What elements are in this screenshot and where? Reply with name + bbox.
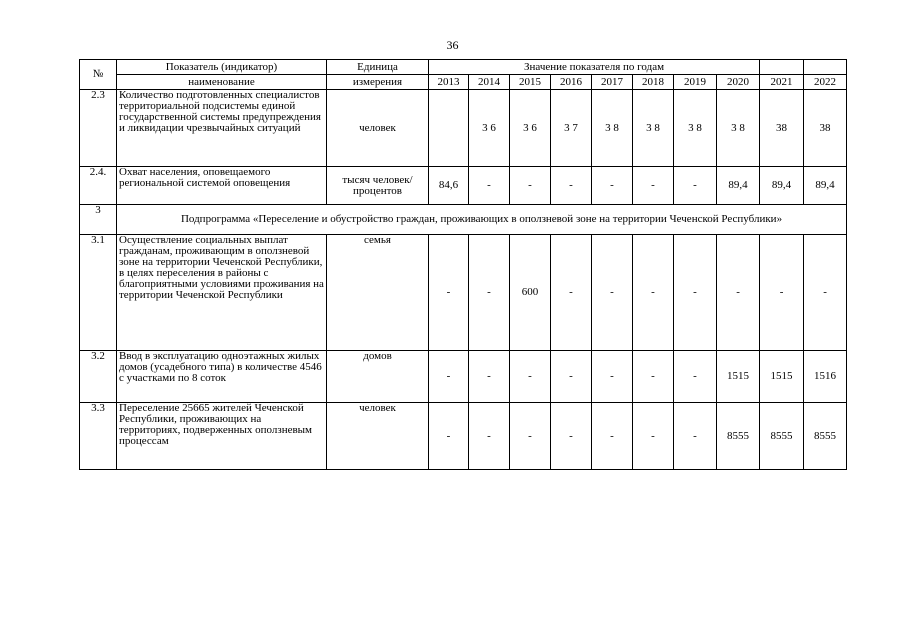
value-cell [429, 90, 469, 167]
table-row [80, 235, 847, 351]
header-unit: Единица [327, 60, 429, 75]
value-cell: - [429, 351, 469, 403]
value-cell: - [592, 351, 633, 403]
indicator-name: Переселение 25665 жителей Чеченской Республики, проживающих на территориях, подверженных оползневым процессам [117, 403, 327, 470]
value-cell: - [760, 235, 804, 351]
header-indicator-sub: наименование [117, 75, 327, 90]
year-header: 2022 [804, 75, 847, 90]
year-header: 2014 [469, 75, 510, 90]
value-cell: - [592, 167, 633, 205]
value-cell: - [510, 351, 551, 403]
value-cell: 1515 [760, 351, 804, 403]
value-cell: 8555 [804, 403, 847, 470]
value-cell: - [633, 403, 674, 470]
value-cell: - [551, 351, 592, 403]
value-cell: 3 6 [469, 90, 510, 167]
value-cell: 3 6 [510, 90, 551, 167]
value-cell: - [633, 235, 674, 351]
value-cell: 3 7 [551, 90, 592, 167]
value-cell: - [804, 235, 847, 351]
value-cell: - [674, 235, 717, 351]
value-cell: 3 8 [633, 90, 674, 167]
row-number: 3.3 [80, 403, 117, 470]
row-number: 2.3 [80, 90, 117, 167]
value-cell: 89,4 [717, 167, 760, 205]
value-cell: - [592, 235, 633, 351]
subprogram-row [80, 205, 847, 235]
unit-cell: человек [327, 403, 429, 470]
value-cell: - [674, 351, 717, 403]
row-number: 3.1 [80, 235, 117, 351]
page-number: 36 [446, 38, 459, 52]
unit-cell: человек [327, 90, 429, 167]
value-cell: 8555 [760, 403, 804, 470]
subprogram-number: 3 [80, 205, 117, 235]
value-cell: - [469, 403, 510, 470]
year-header: 2013 [429, 75, 469, 90]
header-indicator: Показатель (индикатор) [117, 60, 327, 75]
value-cell: 38 [804, 90, 847, 167]
value-cell: 3 8 [592, 90, 633, 167]
value-cell: - [551, 403, 592, 470]
unit-cell: тысяч человек/ процентов [327, 167, 429, 205]
table-row [80, 351, 847, 403]
indicator-name: Количество подготовленных специалистов территориальной подсистемы единой государственной системы предупреждения и ликвидации чрезвычайных ситуаций [117, 90, 327, 167]
value-cell: 3 8 [674, 90, 717, 167]
indicator-name: Осуществление социальных выплат гражданам, проживающим в оползневой зоне на территории Чеченской Республики, в целях переселения в районы с благоприятными условиями проживания на территории Чеченской Республики [117, 235, 327, 351]
year-header: 2018 [633, 75, 674, 90]
value-cell: 600 [510, 235, 551, 351]
table-row [80, 167, 847, 205]
value-cell: - [674, 167, 717, 205]
value-cell: - [551, 235, 592, 351]
table-row [80, 90, 847, 167]
value-cell: 89,4 [760, 167, 804, 205]
header-row-1 [80, 60, 847, 75]
value-cell: - [717, 235, 760, 351]
header-empty-cell [804, 60, 847, 75]
indicators-table [79, 59, 847, 470]
value-cell: 8555 [717, 403, 760, 470]
unit-cell: семья [327, 235, 429, 351]
value-cell: 1515 [717, 351, 760, 403]
subprogram-title: Подпрограмма «Переселение и обустройство граждан, проживающих в оползневой зоне на территории Чеченской Республики» [117, 205, 847, 235]
value-cell: 84,6 [429, 167, 469, 205]
value-cell: 3 8 [717, 90, 760, 167]
year-header: 2021 [760, 75, 804, 90]
header-no: № [80, 60, 117, 90]
header-row-2 [80, 75, 847, 90]
unit-cell: домов [327, 351, 429, 403]
value-cell: - [469, 167, 510, 205]
value-cell: - [674, 403, 717, 470]
value-cell: - [633, 167, 674, 205]
header-unit-sub: измерения [327, 75, 429, 90]
table-row [80, 403, 847, 470]
row-number: 2.4. [80, 167, 117, 205]
year-header: 2017 [592, 75, 633, 90]
year-header: 2020 [717, 75, 760, 90]
value-cell: - [551, 167, 592, 205]
indicator-name: Охват населения, оповещаемого региональной системой оповещения [117, 167, 327, 205]
value-cell: - [510, 403, 551, 470]
indicator-name: Ввод в эксплуатацию одноэтажных жилых домов (усадебного типа) в количестве 4546 с участками по 8 соток [117, 351, 327, 403]
value-cell: - [510, 167, 551, 205]
value-cell: - [469, 351, 510, 403]
year-header: 2015 [510, 75, 551, 90]
value-cell: - [633, 351, 674, 403]
value-cell: 89,4 [804, 167, 847, 205]
value-cell: - [429, 403, 469, 470]
value-cell: - [592, 403, 633, 470]
value-cell: - [429, 235, 469, 351]
value-cell: 1516 [804, 351, 847, 403]
value-cell: 38 [760, 90, 804, 167]
header-empty-cell [760, 60, 804, 75]
year-header: 2016 [551, 75, 592, 90]
value-cell: - [469, 235, 510, 351]
header-values-title: Значение показателя по годам [429, 60, 760, 75]
row-number: 3.2 [80, 351, 117, 403]
year-header: 2019 [674, 75, 717, 90]
